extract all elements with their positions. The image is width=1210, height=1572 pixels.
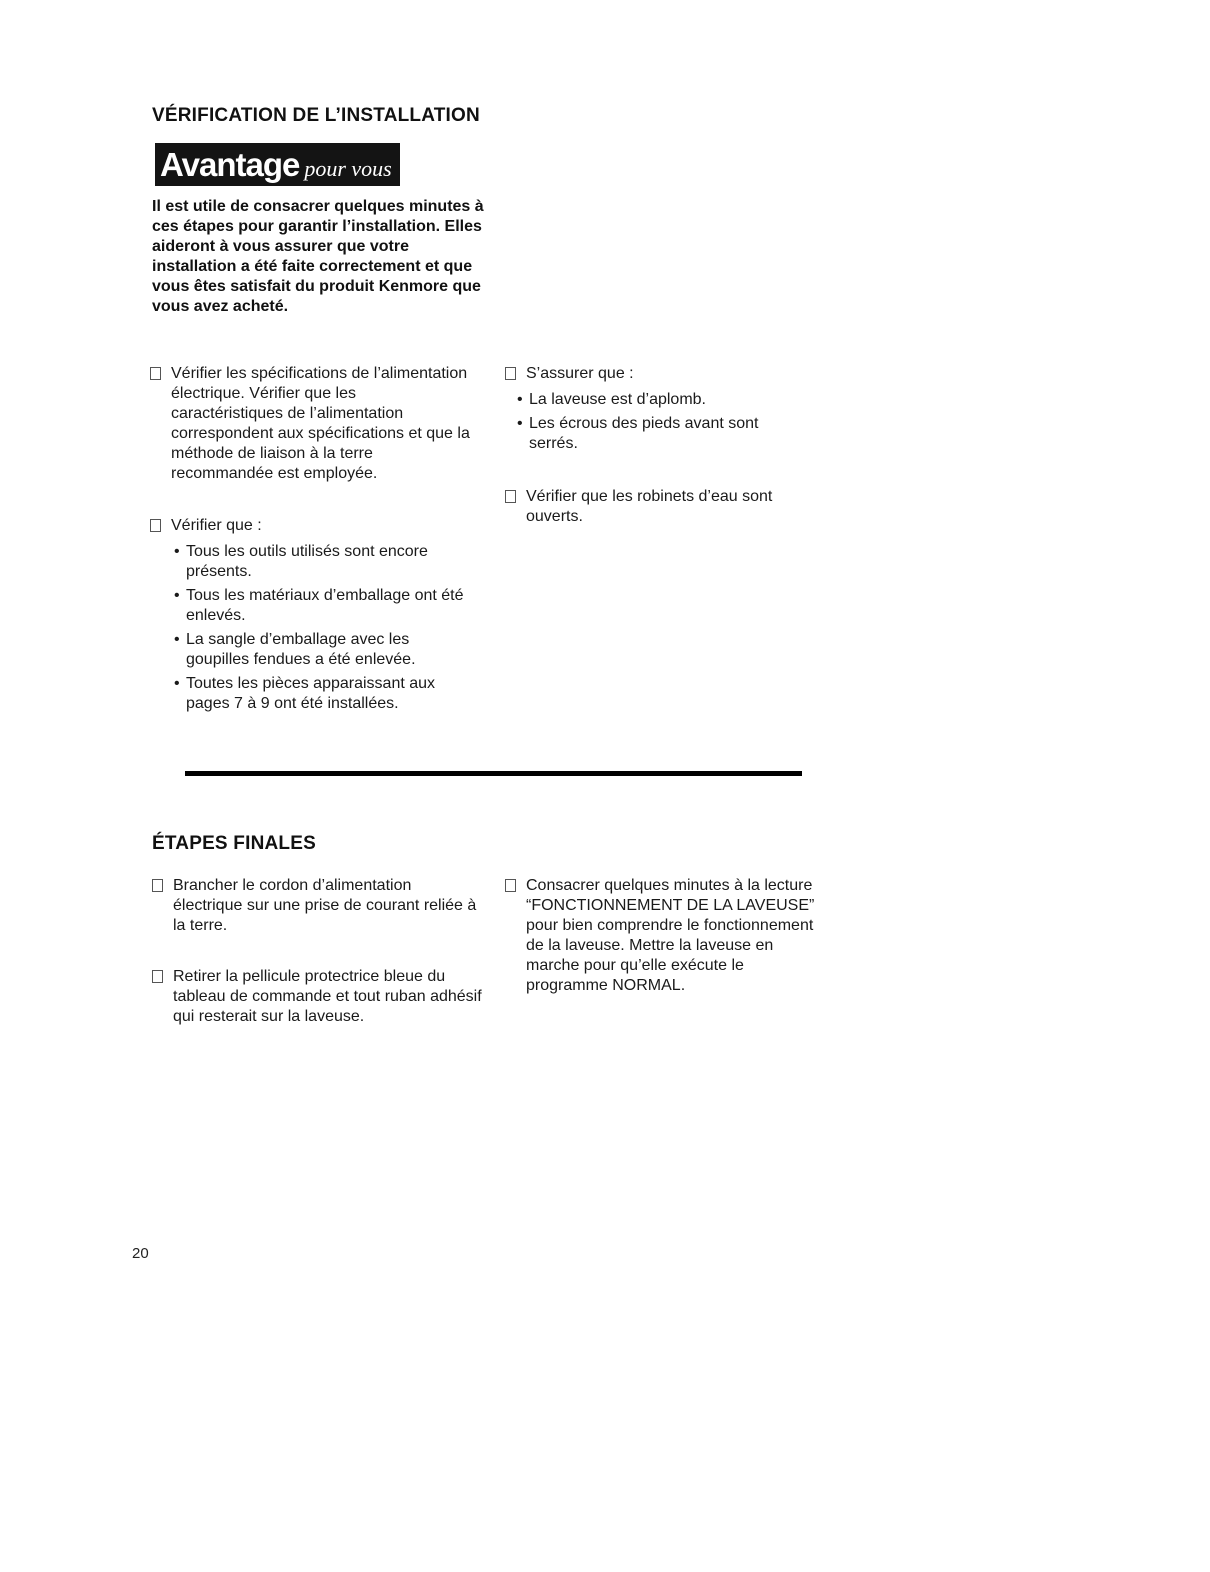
checklist-item-plug-in xyxy=(152,876,482,936)
checklist-item-text: Vérifier que : xyxy=(171,517,262,534)
checklist-item-faucets xyxy=(505,487,815,527)
checklist-item-read-operation xyxy=(505,876,825,996)
checklist-item-text: Vérifier que les robinets d’eau sont ouverts. xyxy=(526,488,773,525)
bullet-item: • La laveuse est d’aplomb. xyxy=(517,390,807,410)
bullet-item: • Tous les matériaux d’emballage ont été enlevés. xyxy=(174,586,464,626)
checkbox-icon[interactable] xyxy=(152,970,163,983)
checkbox-icon[interactable] xyxy=(505,367,516,380)
checklist-item-text: Vérifier les spécifications de l’alimentation électrique. Vérifier que les caractéristiques de l’alimentation correspondent aux spécifications et que la méthode de liaison à la terre recommandée est employée. xyxy=(171,365,470,482)
avantage-badge xyxy=(155,143,400,186)
bullet-item: • Tous les outils utilisés sont encore présents. xyxy=(174,542,464,582)
section-title-verification: VÉRIFICATION DE L’INSTALLATION xyxy=(152,105,480,126)
checkbox-icon[interactable] xyxy=(150,367,161,380)
checklist-item-text: Brancher le cordon d’alimentation électrique sur une prise de courant reliée à la terre. xyxy=(173,877,477,934)
section-title-final-steps: ÉTAPES FINALES xyxy=(152,833,316,854)
checklist-item-text: Consacrer quelques minutes à la lecture “FONCTIONNEMENT DE LA LAVEUSE” pour bien comprendre le fonctionnement de la laveuse. Mettre la laveuse en marche pour qu’elle exécute le programme NORMAL. xyxy=(526,877,815,994)
checkbox-icon[interactable] xyxy=(505,490,516,503)
badge-script-text: pour vous xyxy=(304,156,392,181)
checklist-item-remove-film xyxy=(152,967,482,1027)
bullet-item: • Toutes les pièces apparaissant aux pages 7 à 9 ont été installées. xyxy=(174,674,464,714)
bullet-list xyxy=(517,390,807,454)
checklist-item-ensure xyxy=(505,364,815,458)
checklist-item-text: S’assurer que : xyxy=(526,365,634,382)
checklist-item-text: Retirer la pellicule protectrice bleue du tableau de commande et tout ruban adhésif qui resterait sur la laveuse. xyxy=(173,968,482,1025)
section-divider xyxy=(185,771,802,776)
bullet-item: • La sangle d’emballage avec les goupilles fendues a été enlevée. xyxy=(174,630,464,670)
checkbox-icon[interactable] xyxy=(505,879,516,892)
intro-paragraph: Il est utile de consacrer quelques minutes à ces étapes pour garantir l’installation. Elles aideront à vous assurer que votre installation a été faite correctement et que vous êtes satisfait du produit Kenmore que vous avez acheté. xyxy=(152,198,484,315)
checkbox-icon[interactable] xyxy=(152,879,163,892)
bullet-item: • Les écrous des pieds avant sont serrés. xyxy=(517,414,807,454)
bullet-list xyxy=(174,542,464,714)
page-number: 20 xyxy=(132,1245,149,1262)
checkbox-icon[interactable] xyxy=(150,519,161,532)
checklist-item-power-spec xyxy=(150,364,472,484)
checklist-item-verify xyxy=(150,516,472,718)
badge-main-text: Avantage xyxy=(160,146,300,183)
